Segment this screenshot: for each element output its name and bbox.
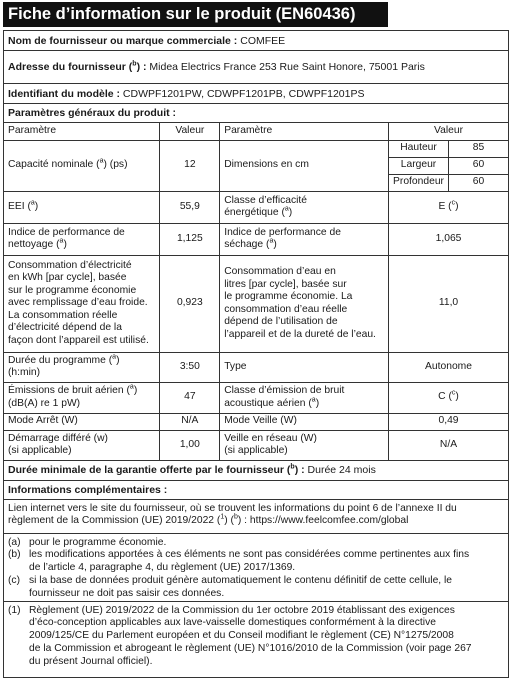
energy-class-label: Classe d’efficacité énergétique ($^a$) [220, 191, 389, 223]
network-standby-label: Veille en réseau (W) (si applicable) [220, 430, 389, 460]
capacity-label: Capacité nominale ($^a$) (ps) [4, 140, 160, 191]
additional-line-2: règlement de la Commission (UE) 2019/2022 ($^1$) ($^b$) : https://www.feelcomfee.com/global [8, 513, 409, 527]
noise-class-value: C ($^c$) [389, 382, 508, 413]
height-value: 85 [448, 140, 508, 157]
supplier-link-info [4, 500, 508, 534]
capacity-value: 12 [160, 140, 220, 191]
general-heading: Paramètres généraux du produit : [4, 104, 508, 123]
footnote-item: (1) Règlement (UE) 2019/2022 de la Commission du 1er octobre 2019 établissant des exigences d’éco-conception applicables aux lave-vaisselle domestiques conformément à la directive 2009/125/CE du Parlement européen et du Conseil modifiant le règlement (CE) N°1275/2008 de la Commission et abrogeant le règlement (UE) N°1016/2010 de la Commission (voir page 267 du présent Journal officiel). [8, 604, 472, 667]
document-title: Fiche d’information sur le produit (EN60436) [3, 2, 388, 27]
energy-class-value: E ($^c$) [389, 191, 508, 223]
type-label: Type [220, 352, 389, 382]
header-value-2: Valeur [389, 123, 508, 140]
width-label: Largeur [389, 157, 449, 174]
table-row [4, 255, 508, 352]
model-label: Identifiant du modèle : [8, 87, 120, 100]
height-label: Hauteur [389, 140, 449, 157]
model-value: CDWPF1201PW, CDWPF1201PB, CDWPF1201PS [122, 87, 365, 100]
cleaning-index-value: 1,125 [160, 223, 220, 255]
delay-start-label: Démarrage différé (w) (si applicable) [4, 430, 160, 460]
water-consumption-value: 11,0 [389, 255, 508, 352]
table-row [4, 352, 508, 382]
off-mode-label: Mode Arrêt (W) [4, 413, 160, 430]
supplier-value: COMFEE [240, 34, 286, 47]
note-item: (c) si la base de données produit génère automatiquement le contenu définitif de cette cellule, le fournisseur ne doit pas saisir ces données. [8, 574, 453, 599]
header-parameter: Paramètre [4, 123, 160, 140]
drying-index-label: Indice de performance de séchage ($^a$) [220, 223, 389, 255]
cleaning-index-label: Indice de performance de nettoyage ($^a$) [4, 223, 160, 255]
eei-value: 55,9 [160, 191, 220, 223]
noise-value: 47 [160, 382, 220, 413]
noise-class-label: Classe d’émission de bruit acoustique aérien ($^a$) [220, 382, 389, 413]
standby-label: Mode Veille (W) [220, 413, 389, 430]
table-row [4, 430, 508, 460]
table-header-row [4, 123, 508, 140]
supplier-row [4, 31, 508, 51]
delay-start-value: 1,00 [160, 430, 220, 460]
supplier-label: Nom de fournisseur ou marque commerciale : [8, 34, 238, 47]
header-value: Valeur [160, 123, 220, 140]
warranty-row [4, 461, 508, 481]
eei-label: EEI ($^a$) [4, 191, 160, 223]
duration-value: 3:50 [160, 352, 220, 382]
dimensions-label: Dimensions en cm [220, 140, 389, 191]
width-value: 60 [448, 157, 508, 174]
depth-label: Profondeur [389, 174, 449, 191]
notes-block [4, 534, 508, 602]
water-consumption-label: Consommation d’eau en litres [par cycle], basée sur le programme économie. La consommation d’eau réelle dépend de l’utilisation de l’appareil et de la dureté de l’eau. [220, 255, 389, 352]
warranty-label: Durée minimale de la garantie offerte par le fournisseur ($^b$) : [8, 463, 305, 476]
address-label: Adresse du fournisseur ($^b$) : [8, 60, 147, 73]
type-value: Autonome [389, 352, 508, 382]
table-row [4, 413, 508, 430]
energy-consumption-label: Consommation d’électricité en kWh [par cycle], basée sur le programme économie avec remplissage d’eau froide. La consommation réelle d’électricité dépend de la façon dont l’appareil est utilisé. [4, 255, 160, 352]
energy-consumption-value: 0,923 [160, 255, 220, 352]
model-row [4, 84, 508, 104]
standby-value: 0,49 [389, 413, 508, 430]
address-value: Midea Electrics France 253 Rue Saint Honore, 75001 Paris [149, 61, 425, 73]
note-item: (a) pour le programme économie. [8, 536, 167, 548]
footnote-block [4, 602, 508, 678]
warranty-value: Durée 24 mois [307, 464, 376, 476]
drying-index-value: 1,065 [389, 223, 508, 255]
additional-heading: Informations complémentaires : [4, 481, 508, 500]
network-standby-value: N/A [389, 430, 508, 460]
table-row [4, 191, 508, 223]
table-row [4, 140, 508, 157]
table-row [4, 382, 508, 413]
off-mode-value: N/A [160, 413, 220, 430]
address-row [4, 51, 508, 84]
product-fiche [3, 30, 509, 678]
duration-label: Durée du programme ($^a$) (h:min) [4, 352, 160, 382]
parameters-table [4, 123, 508, 461]
table-row [4, 223, 508, 255]
note-item: (b) les modifications apportées à ces éléments ne sont pas considérées comme pertinentes aux fins de l’article 4, paragraphe 4, du règlement (UE) 2017/1369. [8, 549, 470, 574]
header-parameter-2: Paramètre [220, 123, 389, 140]
additional-line-1: Lien internet vers le site du fournisseur, où se trouvent les informations du point 6 de l’annexe II du [8, 502, 457, 514]
noise-label: Émissions de bruit aérien ($^a$) (dB(A) re 1 pW) [4, 382, 160, 413]
depth-value: 60 [448, 174, 508, 191]
